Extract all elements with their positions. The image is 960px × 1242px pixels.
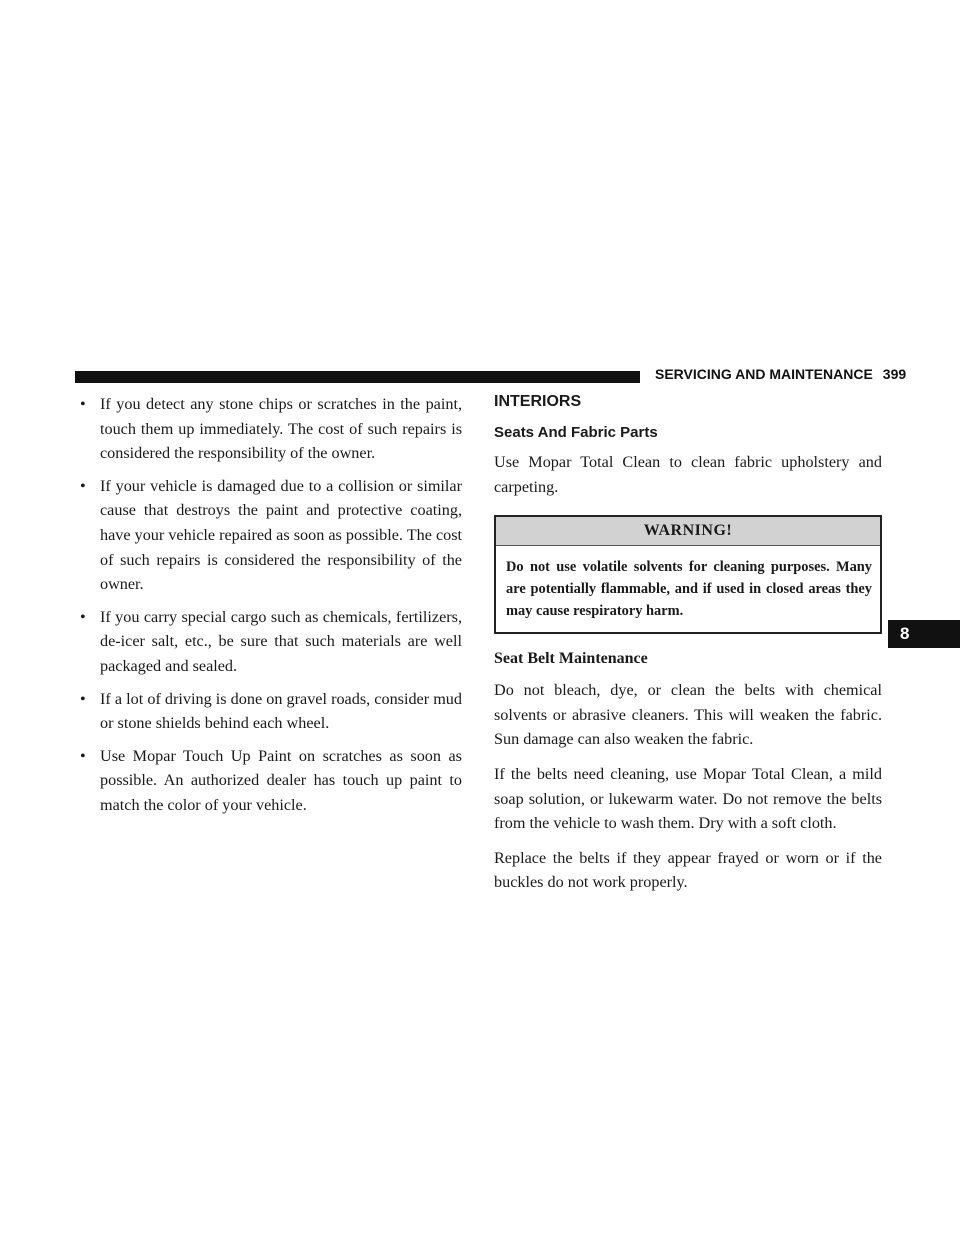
warning-text: Do not use volatile solvents for cleaning purposes. Many are potentially flammable, and if used in closed areas they may cause respiratory harm. bbox=[506, 559, 872, 620]
subsection-heading: Seats And Fabric Parts bbox=[494, 424, 658, 441]
bullet-icon: • bbox=[80, 689, 86, 708]
paragraph: Do not bleach, dye, or clean the belts with chemical solvents or abrasive cleaners. This will weaken the fabric. Sun damage can also weaken the fabric. bbox=[494, 681, 882, 749]
paragraph: Replace the belts if they appear frayed or worn or if the buckles do not work properly. bbox=[494, 848, 882, 892]
bullet-icon: • bbox=[80, 395, 86, 413]
chapter-tab: 8 bbox=[888, 620, 960, 648]
seat-belt-heading: Seat Belt Maintenance bbox=[494, 650, 648, 668]
page-number: 399 bbox=[882, 366, 907, 382]
header-rule bbox=[75, 371, 640, 383]
intro-paragraph: Use Mopar Total Clean to clean fabric upholstery and carpeting. bbox=[494, 453, 882, 496]
warning-box bbox=[494, 515, 882, 634]
running-header bbox=[655, 366, 907, 382]
list-item: • If you carry special cargo such as chemicals, fertilizers, de-icer salt, etc., be sure that such materials are well packaged and sealed. bbox=[78, 605, 462, 679]
list-item: • If a lot of driving is done on gravel roads, consider mud or stone shields behind each wheel. bbox=[78, 687, 462, 736]
list-item: • If your vehicle is damaged due to a collision or similar cause that destroys the paint and protective coating, have your vehicle repaired as soon as possible. The cost of such repairs is considered the responsibility of the owner. bbox=[78, 474, 462, 597]
right-column bbox=[494, 392, 882, 905]
bullet-icon: • bbox=[80, 607, 86, 626]
bullet-icon: • bbox=[80, 476, 86, 495]
warning-title: WARNING! bbox=[496, 517, 880, 546]
list-item: • If you detect any stone chips or scratches in the paint, touch them up immediately. The cost of such repairs is considered the responsibility of the owner. bbox=[78, 392, 462, 466]
bullet-icon: • bbox=[80, 746, 86, 765]
list-item: • Use Mopar Touch Up Paint on scratches as soon as possible. An authorized dealer has touch up paint to match the color of your vehicle. bbox=[78, 744, 462, 818]
section-heading: INTERIORS bbox=[494, 393, 582, 410]
paragraph: If the belts need cleaning, use Mopar Total Clean, a mild soap solution, or lukewarm water. Do not remove the belts from the vehicle to wash them. Dry with a soft cloth. bbox=[494, 764, 882, 833]
section-title: SERVICING AND MAINTENANCE bbox=[655, 366, 873, 382]
left-column bbox=[78, 392, 462, 826]
